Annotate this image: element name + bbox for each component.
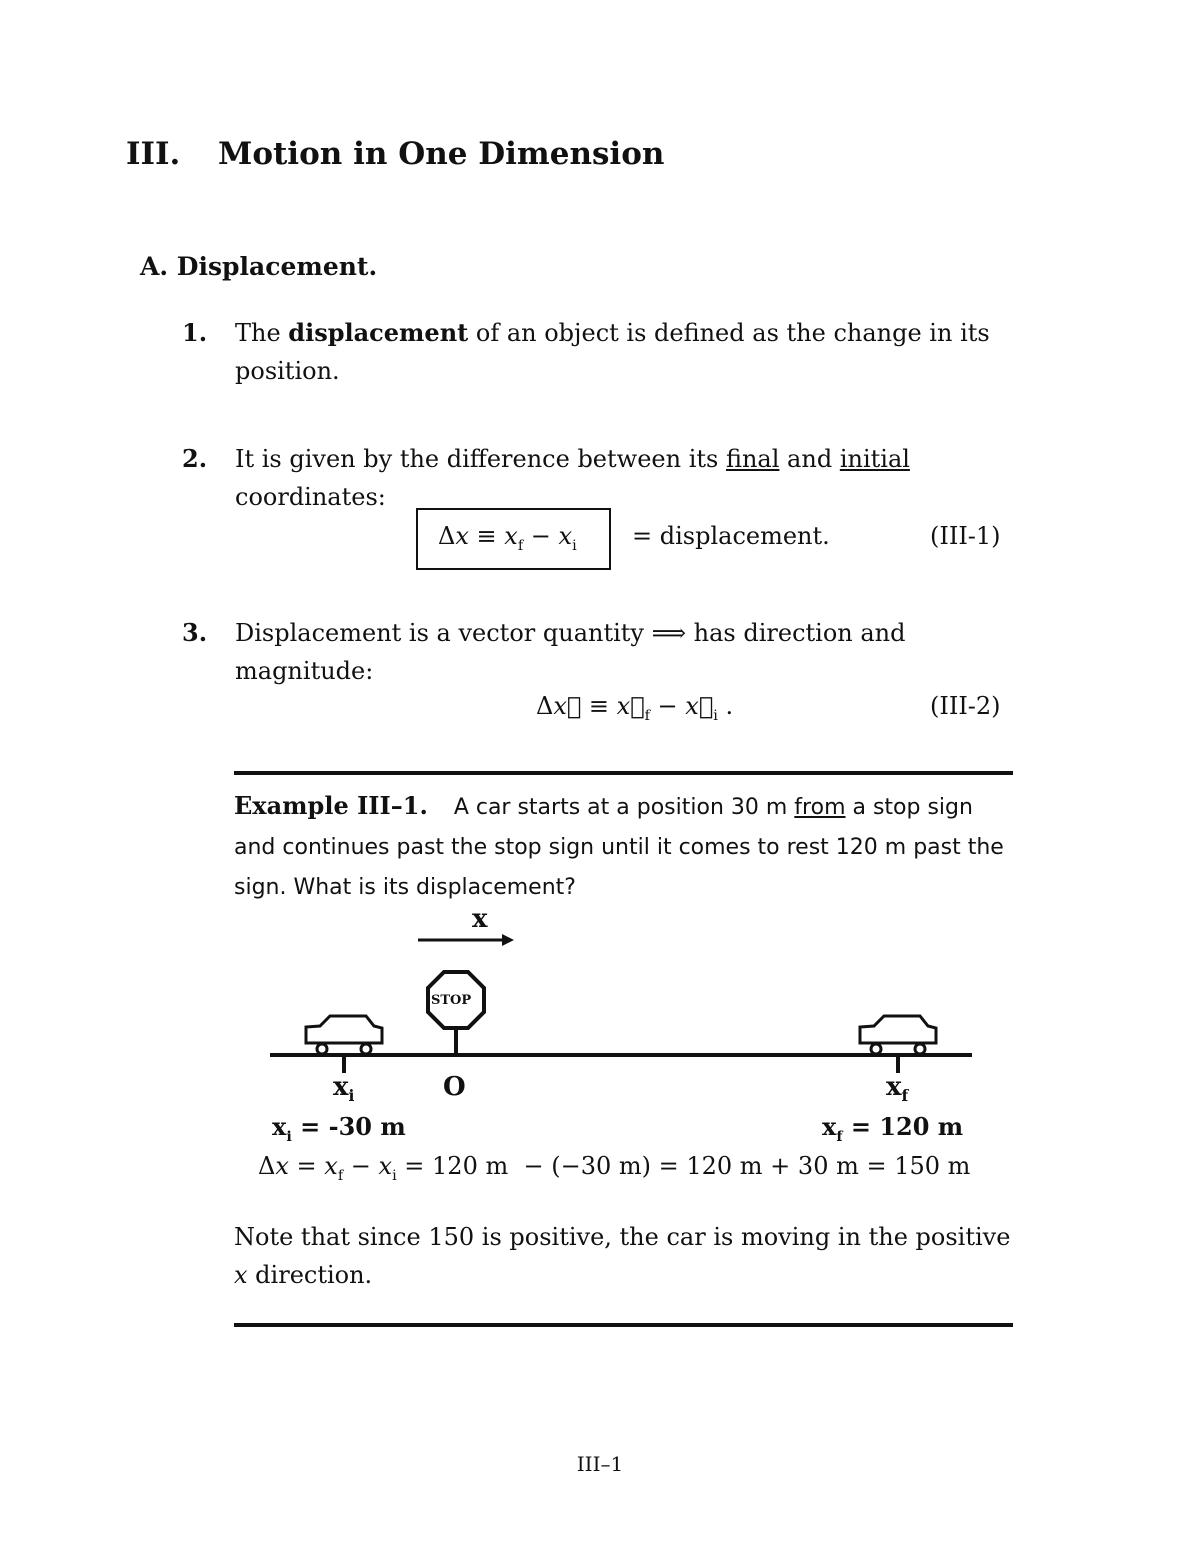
list-item-number: 1. — [182, 318, 208, 347]
chapter-number: III. — [126, 136, 181, 172]
x-axis-label: x — [472, 904, 488, 934]
car-initial — [306, 1016, 382, 1054]
term-displacement: displacement — [288, 318, 469, 347]
section-heading: A. Displacement. — [140, 252, 378, 281]
xi-value: $x_i = -30$ m — [272, 1112, 406, 1145]
xf-position-label: $x_f$ — [886, 1072, 909, 1106]
list-item-text: The displacement of an object is defined as the change in its position. — [235, 318, 990, 385]
list-item-number: 2. — [182, 444, 208, 473]
list-item-number: 3. — [182, 618, 208, 647]
chapter-title: Motion in One Dimension — [218, 136, 665, 172]
equation-2-number: (III-2) — [930, 692, 1001, 720]
equation-2: Δx⃗ ≡ $x⃗_f$ − $x⃗_i$ . — [536, 692, 734, 724]
solution-equation: $\Delta x = x_f - x_i = 120$ m − (−30 m) = 120 m + 30 m = 150 m — [258, 1152, 971, 1184]
equation-1-number: (III-1) — [930, 522, 1001, 550]
example-text: A car starts at a position 30 m from a stop sign and continues past the stop sign until it comes to rest 120 m past the sign. What is its displacement? — [234, 795, 1004, 900]
xf-value: $x_f = 120$ m — [822, 1112, 964, 1145]
list-item-text: It is given by the difference between its final and initial coordinates: — [235, 445, 910, 511]
note-paragraph: Note that since 150 is positive, the car is moving in the positive x direction. — [234, 1223, 1011, 1289]
list-item-text: Displacement is a vector quantity ⟹ has direction and magnitude: — [235, 619, 906, 685]
page-number: III–1 — [576, 1452, 624, 1476]
x-direction-arrow — [418, 934, 514, 946]
underlined-final: final — [725, 445, 780, 473]
underlined-initial: initial — [839, 445, 910, 473]
stop-sign-text: STOP — [431, 993, 472, 1008]
example-bottom-rule — [234, 1323, 1013, 1327]
equation-1-lhs: $\Delta x \equiv x_f - x_i$ — [438, 522, 577, 554]
example-label: Example III–1. — [234, 791, 428, 820]
stop-sign — [428, 972, 484, 1055]
car-final — [860, 1016, 936, 1054]
origin-label: O — [443, 1072, 466, 1102]
equation-1-rhs: = displacement. — [632, 522, 830, 550]
xi-position-label: $x_i$ — [333, 1072, 355, 1106]
